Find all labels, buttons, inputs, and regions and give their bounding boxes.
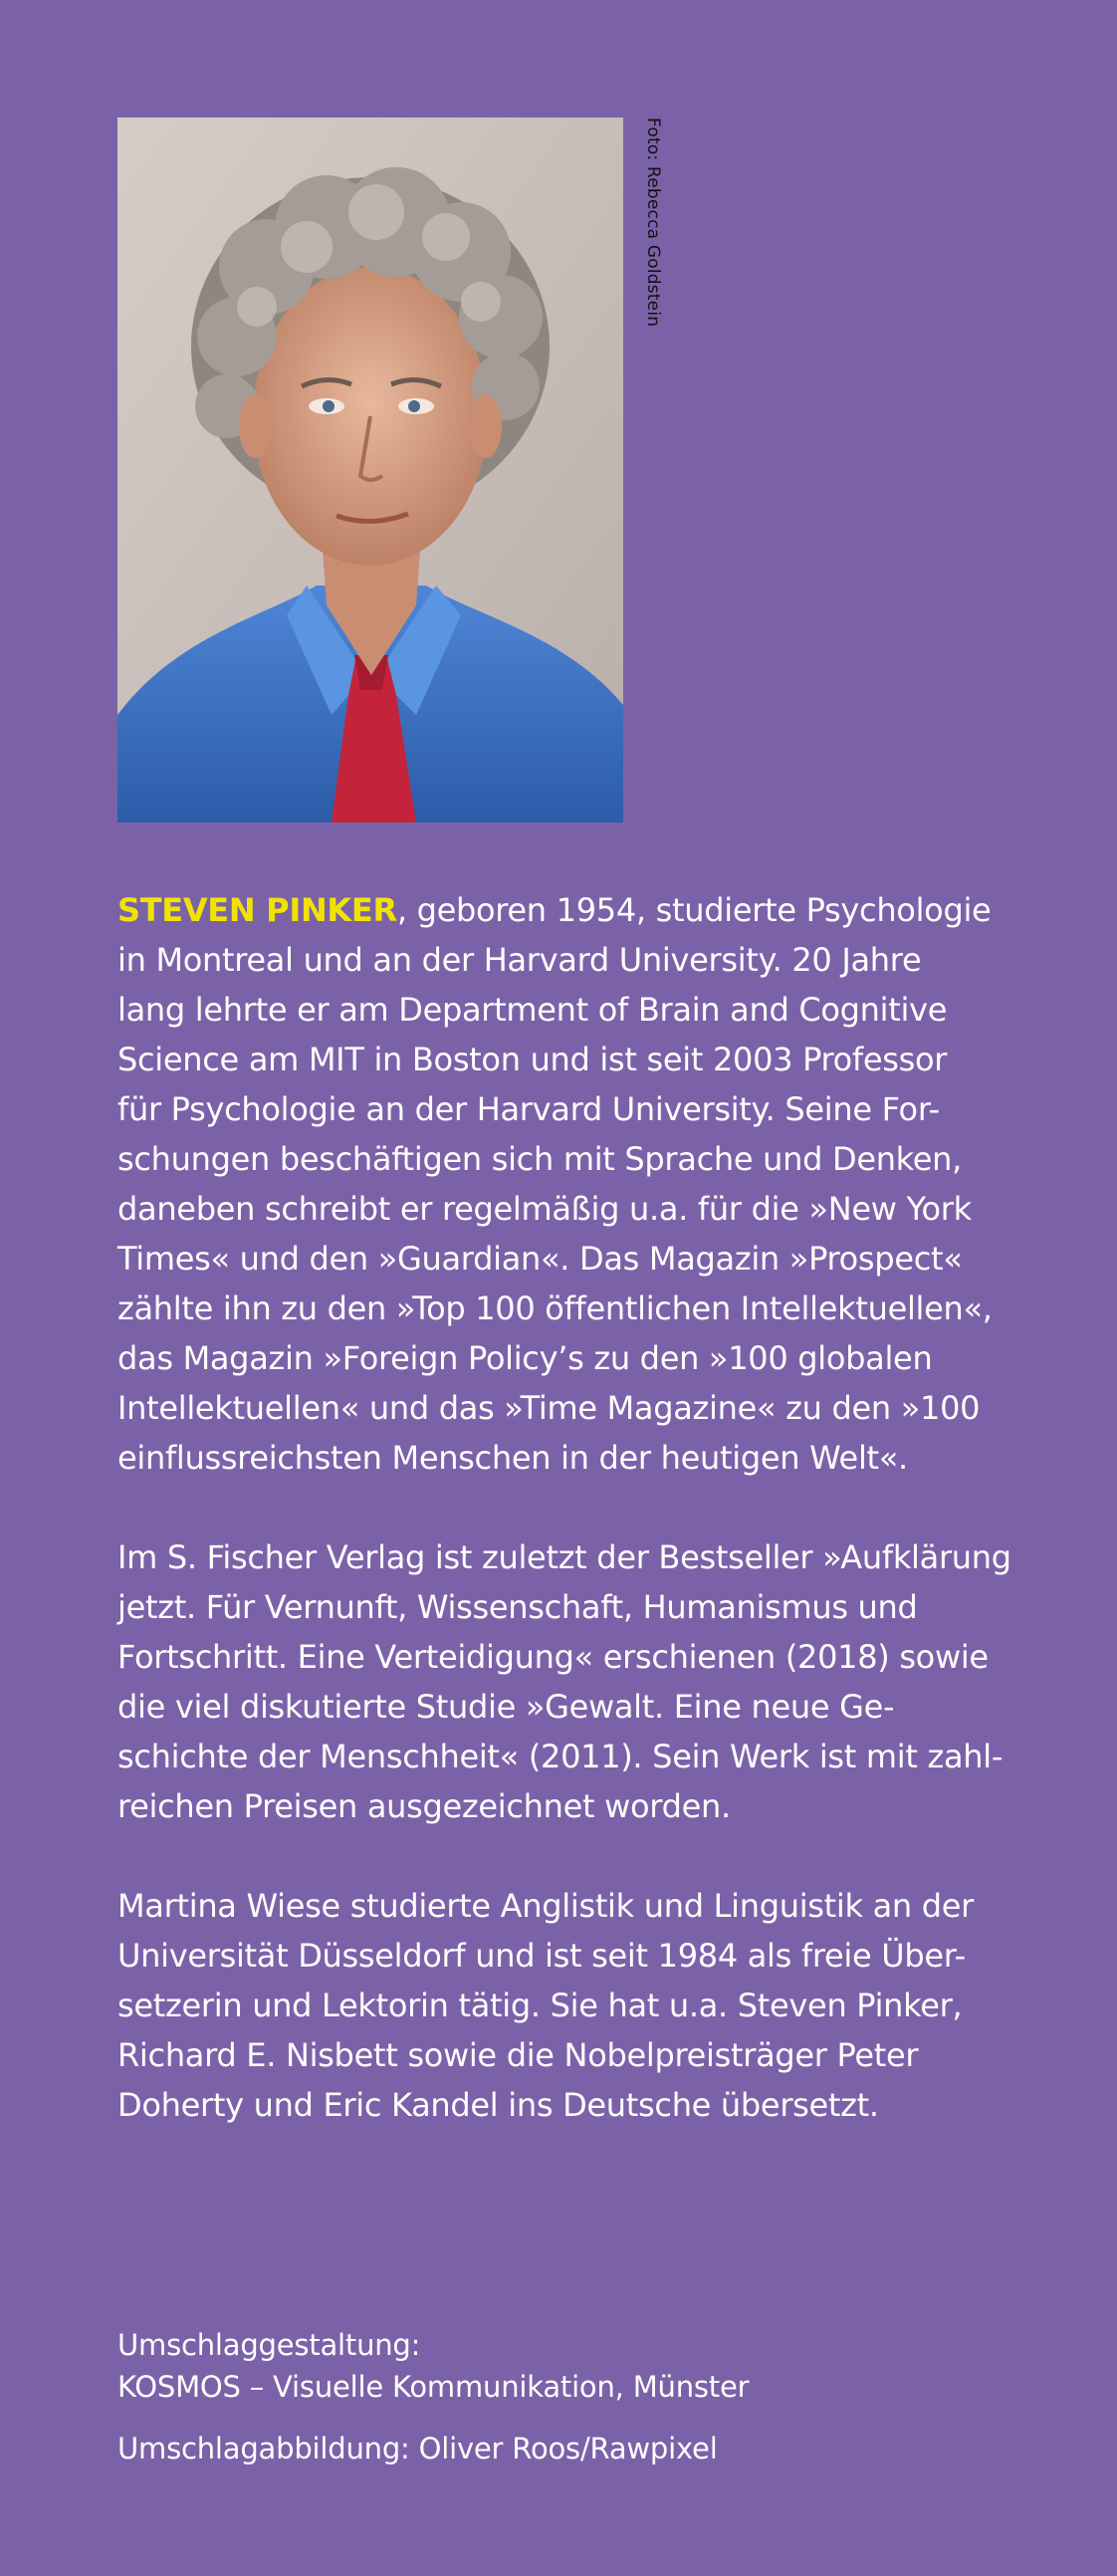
translator-line: setzerin und Lektorin tätig. Sie hat u.a. Steven Pinker, xyxy=(117,1987,963,2024)
bio-line: schungen beschäftigen sich mit Sprache und Denken, xyxy=(117,1140,963,1178)
bio-line: lang lehrte er am Department of Brain and Cognitive xyxy=(117,991,948,1029)
works-line: Fortschritt. Eine Verteidigung« erschienen (2018) sowie xyxy=(117,1638,989,1676)
works-line: Im S. Fischer Verlag ist zuletzt der Bestseller »Aufklärung xyxy=(117,1538,1011,1576)
bio-line: einflussreichsten Menschen in der heutigen Welt«. xyxy=(117,1439,908,1477)
works-paragraph xyxy=(117,1532,1033,1831)
bio-line: zählte ihn zu den »Top 100 öffentlichen Intellektuellen«, xyxy=(117,1289,993,1327)
bio-line: daneben schreibt er regelmäßig u.a. für die »New York xyxy=(117,1190,972,1228)
author-bio xyxy=(117,885,1033,1483)
cover-design-value: KOSMOS – Visuelle Kommunikation, Münster xyxy=(117,2370,750,2404)
translator-line: Martina Wiese studierte Anglistik und Linguistik an der xyxy=(117,1887,975,1925)
bio-line xyxy=(117,885,1033,935)
cover-design-label: Umschlaggestaltung: xyxy=(117,2328,421,2362)
works-line: reichen Preisen ausgezeichnet worden. xyxy=(117,1787,731,1825)
bio-line: Intellektuellen« und das »Time Magazine« zu den »100 xyxy=(117,1389,981,1427)
translator-line: Doherty und Eric Kandel ins Deutsche übersetzt. xyxy=(117,2086,879,2124)
author-photo xyxy=(117,117,623,822)
bio-line-text: , geboren 1954, studierte Psychologie xyxy=(396,891,992,929)
bio-line: Times« und den »Guardian«. Das Magazin »Prospect« xyxy=(117,1240,963,1278)
author-name: STEVEN PINKER xyxy=(117,891,397,929)
cover-image-credit xyxy=(117,2428,1033,2469)
bio-line: das Magazin »Foreign Policy’s zu den »100 globalen xyxy=(117,1339,933,1377)
works-line: schichte der Menschheit« (2011). Sein Werk ist mit zahl- xyxy=(117,1738,1004,1775)
bio-line: für Psychologie an der Harvard University. Seine For- xyxy=(117,1090,940,1128)
works-line: die viel diskutierte Studie »Gewalt. Eine neue Ge- xyxy=(117,1688,895,1726)
translator-bio xyxy=(117,1881,1033,2130)
author-portrait-image xyxy=(117,117,623,822)
translator-line: Universität Düsseldorf und ist seit 1984 als freie Über- xyxy=(117,1937,966,1975)
translator-line: Richard E. Nisbett sowie die Nobelpreisträger Peter xyxy=(117,2036,919,2074)
works-line: jetzt. Für Vernunft, Wissenschaft, Humanismus und xyxy=(117,1588,918,1626)
photo-credit: Foto: Rebecca Goldstein xyxy=(643,117,663,328)
cover-image-value: Umschlagabbildung: Oliver Roos/Rawpixel xyxy=(117,2432,718,2465)
bio-line: in Montreal und an der Harvard University. 20 Jahre xyxy=(117,941,922,979)
bio-line: Science am MIT in Boston und ist seit 2003 Professor xyxy=(117,1041,948,1078)
cover-design-credit xyxy=(117,2324,1033,2408)
